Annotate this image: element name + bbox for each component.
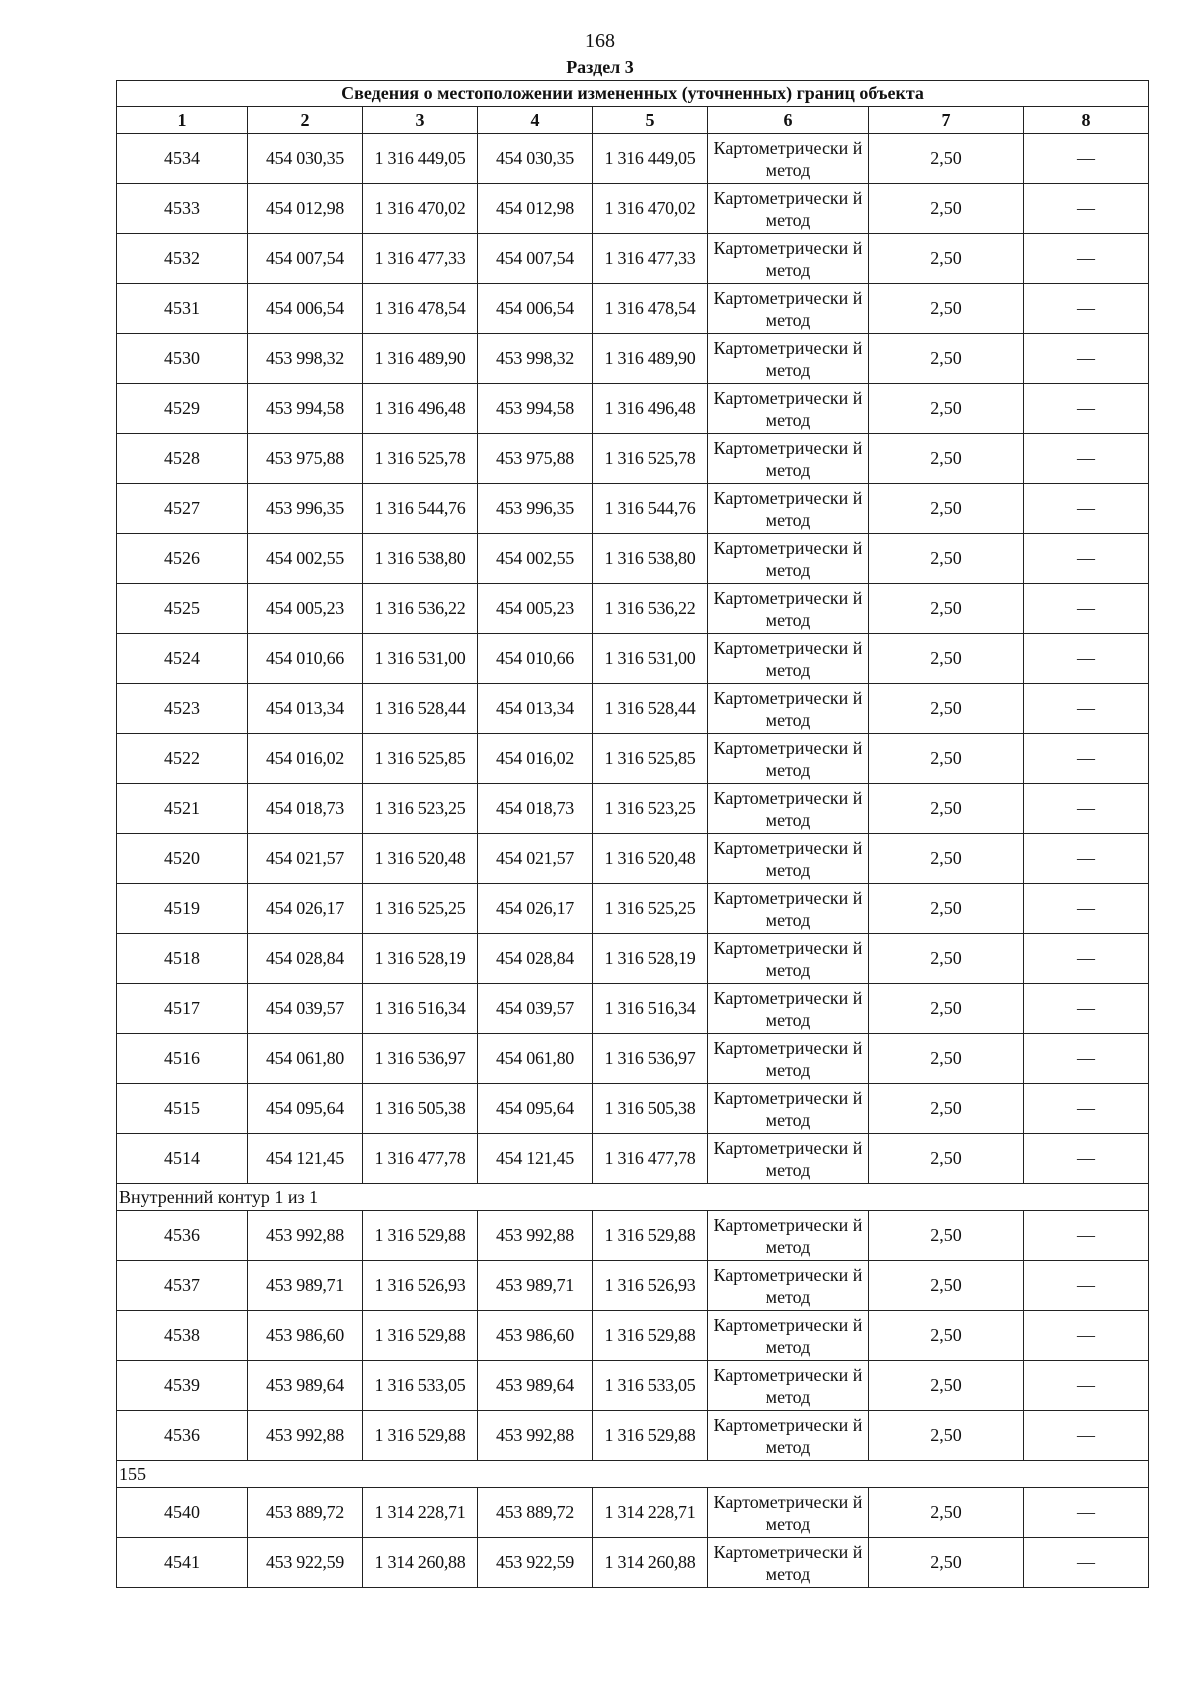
accuracy-cell: 2,50 — [869, 484, 1024, 534]
accuracy-cell: 2,50 — [869, 384, 1024, 434]
method-cell: Картометрически й метод — [708, 934, 869, 984]
description-cell: — — [1024, 1134, 1149, 1184]
point-number-cell: 4531 — [117, 284, 248, 334]
point-number-cell: 4530 — [117, 334, 248, 384]
y-old-cell: 1 316 536,22 — [363, 584, 478, 634]
table-row — [117, 834, 1149, 884]
accuracy-cell: 2,50 — [869, 984, 1024, 1034]
table-row — [117, 1034, 1149, 1084]
accuracy-cell: 2,50 — [869, 884, 1024, 934]
point-number-cell: 4519 — [117, 884, 248, 934]
method-cell: Картометрически й метод — [708, 434, 869, 484]
x-new-cell: 454 010,66 — [478, 634, 593, 684]
y-old-cell: 1 316 496,48 — [363, 384, 478, 434]
x-old-cell: 453 889,72 — [248, 1488, 363, 1538]
section-title: Раздел 3 — [566, 57, 634, 77]
x-new-cell: 453 889,72 — [478, 1488, 593, 1538]
method-cell: Картометрически й метод — [708, 384, 869, 434]
y-new-cell: 1 316 529,88 — [593, 1411, 708, 1461]
x-new-cell: 453 922,59 — [478, 1538, 593, 1588]
column-number-header: 4 — [478, 107, 593, 134]
y-new-cell: 1 316 525,85 — [593, 734, 708, 784]
method-cell: Картометрически й метод — [708, 534, 869, 584]
table-row — [117, 134, 1149, 184]
table-row — [117, 534, 1149, 584]
x-new-cell: 454 018,73 — [478, 784, 593, 834]
x-new-cell: 454 016,02 — [478, 734, 593, 784]
table-row — [117, 1311, 1149, 1361]
x-old-cell: 453 975,88 — [248, 434, 363, 484]
x-new-cell: 454 005,23 — [478, 584, 593, 634]
method-cell: Картометрически й метод — [708, 1488, 869, 1538]
accuracy-cell: 2,50 — [869, 534, 1024, 584]
table-row — [117, 1084, 1149, 1134]
y-new-cell: 1 316 529,88 — [593, 1311, 708, 1361]
table-row — [117, 734, 1149, 784]
accuracy-cell: 2,50 — [869, 1488, 1024, 1538]
description-cell: — — [1024, 784, 1149, 834]
accuracy-cell: 2,50 — [869, 1084, 1024, 1134]
table-row — [117, 284, 1149, 334]
table-row — [117, 184, 1149, 234]
y-old-cell: 1 316 523,25 — [363, 784, 478, 834]
x-new-cell: 454 121,45 — [478, 1134, 593, 1184]
point-number-cell: 4522 — [117, 734, 248, 784]
table-body — [117, 134, 1149, 1588]
method-cell: Картометрически й метод — [708, 884, 869, 934]
accuracy-cell: 2,50 — [869, 684, 1024, 734]
method-cell: Картометрически й метод — [708, 984, 869, 1034]
method-cell: Картометрически й метод — [708, 1411, 869, 1461]
description-cell: — — [1024, 184, 1149, 234]
point-number-cell: 4514 — [117, 1134, 248, 1184]
x-old-cell: 454 010,66 — [248, 634, 363, 684]
point-number-cell: 4528 — [117, 434, 248, 484]
description-cell: — — [1024, 934, 1149, 984]
point-number-cell: 4539 — [117, 1361, 248, 1411]
method-cell: Картометрически й метод — [708, 134, 869, 184]
column-number-header: 3 — [363, 107, 478, 134]
table-row — [117, 1261, 1149, 1311]
x-new-cell: 454 028,84 — [478, 934, 593, 984]
description-cell: — — [1024, 234, 1149, 284]
x-old-cell: 453 986,60 — [248, 1311, 363, 1361]
method-cell: Картометрически й метод — [708, 1311, 869, 1361]
point-number-cell: 4525 — [117, 584, 248, 634]
y-old-cell: 1 316 505,38 — [363, 1084, 478, 1134]
y-new-cell: 1 316 538,80 — [593, 534, 708, 584]
x-new-cell: 454 002,55 — [478, 534, 593, 584]
x-old-cell: 454 095,64 — [248, 1084, 363, 1134]
table-row — [117, 634, 1149, 684]
description-cell: — — [1024, 584, 1149, 634]
point-number-cell: 4527 — [117, 484, 248, 534]
x-old-cell: 454 002,55 — [248, 534, 363, 584]
description-cell: — — [1024, 1411, 1149, 1461]
x-old-cell: 454 028,84 — [248, 934, 363, 984]
group-label: 155 — [117, 1461, 1149, 1488]
description-cell: — — [1024, 1084, 1149, 1134]
x-new-cell: 454 012,98 — [478, 184, 593, 234]
y-new-cell: 1 316 477,33 — [593, 234, 708, 284]
x-new-cell: 453 996,35 — [478, 484, 593, 534]
description-cell: — — [1024, 1361, 1149, 1411]
method-cell: Картометрически й метод — [708, 334, 869, 384]
x-old-cell: 454 007,54 — [248, 234, 363, 284]
table-caption: Сведения о местоположении измененных (уточненных) границ объекта — [117, 81, 1149, 107]
table-row — [117, 1538, 1149, 1588]
description-cell: — — [1024, 1311, 1149, 1361]
accuracy-cell: 2,50 — [869, 734, 1024, 784]
y-new-cell: 1 316 505,38 — [593, 1084, 708, 1134]
y-new-cell: 1 316 496,48 — [593, 384, 708, 434]
table-row — [117, 1411, 1149, 1461]
method-cell: Картометрически й метод — [708, 584, 869, 634]
x-new-cell: 454 039,57 — [478, 984, 593, 1034]
y-old-cell: 1 316 477,78 — [363, 1134, 478, 1184]
method-cell: Картометрически й метод — [708, 684, 869, 734]
x-new-cell: 453 975,88 — [478, 434, 593, 484]
point-number-cell: 4532 — [117, 234, 248, 284]
y-old-cell: 1 316 529,88 — [363, 1311, 478, 1361]
x-new-cell: 454 095,64 — [478, 1084, 593, 1134]
x-old-cell: 454 026,17 — [248, 884, 363, 934]
method-cell: Картометрически й метод — [708, 1261, 869, 1311]
accuracy-cell: 2,50 — [869, 934, 1024, 984]
point-number-cell: 4536 — [117, 1211, 248, 1261]
y-old-cell: 1 316 536,97 — [363, 1034, 478, 1084]
group-label: Внутренний контур 1 из 1 — [117, 1184, 1149, 1211]
point-number-cell: 4524 — [117, 634, 248, 684]
x-old-cell: 453 992,88 — [248, 1411, 363, 1461]
accuracy-cell: 2,50 — [869, 1034, 1024, 1084]
method-cell: Картометрически й метод — [708, 1084, 869, 1134]
column-number-row — [117, 107, 1149, 134]
x-new-cell: 453 992,88 — [478, 1411, 593, 1461]
method-cell: Картометрически й метод — [708, 1211, 869, 1261]
x-new-cell: 454 006,54 — [478, 284, 593, 334]
description-cell: — — [1024, 434, 1149, 484]
accuracy-cell: 2,50 — [869, 1134, 1024, 1184]
y-old-cell: 1 314 260,88 — [363, 1538, 478, 1588]
method-cell: Картометрически й метод — [708, 1538, 869, 1588]
method-cell: Картометрически й метод — [708, 484, 869, 534]
method-cell: Картометрически й метод — [708, 1361, 869, 1411]
x-old-cell: 453 998,32 — [248, 334, 363, 384]
y-old-cell: 1 316 528,44 — [363, 684, 478, 734]
y-new-cell: 1 316 536,97 — [593, 1034, 708, 1084]
description-cell: — — [1024, 484, 1149, 534]
accuracy-cell: 2,50 — [869, 634, 1024, 684]
description-cell: — — [1024, 684, 1149, 734]
point-number-cell: 4529 — [117, 384, 248, 434]
table-row — [117, 434, 1149, 484]
column-number-header: 6 — [708, 107, 869, 134]
x-new-cell: 454 021,57 — [478, 834, 593, 884]
point-number-cell: 4538 — [117, 1311, 248, 1361]
y-old-cell: 1 316 516,34 — [363, 984, 478, 1034]
description-cell: — — [1024, 1034, 1149, 1084]
point-number-cell: 4526 — [117, 534, 248, 584]
y-new-cell: 1 316 525,78 — [593, 434, 708, 484]
column-number-header: 7 — [869, 107, 1024, 134]
x-old-cell: 453 989,71 — [248, 1261, 363, 1311]
y-new-cell: 1 316 449,05 — [593, 134, 708, 184]
table-row — [117, 1211, 1149, 1261]
y-old-cell: 1 316 477,33 — [363, 234, 478, 284]
description-cell: — — [1024, 1261, 1149, 1311]
boundary-table — [116, 80, 1149, 1588]
method-cell: Картометрически й метод — [708, 834, 869, 884]
y-new-cell: 1 316 528,44 — [593, 684, 708, 734]
x-new-cell: 454 061,80 — [478, 1034, 593, 1084]
y-old-cell: 1 316 525,85 — [363, 734, 478, 784]
accuracy-cell: 2,50 — [869, 834, 1024, 884]
y-new-cell: 1 316 470,02 — [593, 184, 708, 234]
y-new-cell: 1 316 531,00 — [593, 634, 708, 684]
y-old-cell: 1 316 520,48 — [363, 834, 478, 884]
point-number-cell: 4536 — [117, 1411, 248, 1461]
x-old-cell: 453 989,64 — [248, 1361, 363, 1411]
point-number-cell: 4533 — [117, 184, 248, 234]
accuracy-cell: 2,50 — [869, 784, 1024, 834]
description-cell: — — [1024, 384, 1149, 434]
y-new-cell: 1 316 525,25 — [593, 884, 708, 934]
x-old-cell: 454 006,54 — [248, 284, 363, 334]
column-number-header: 1 — [117, 107, 248, 134]
description-cell: — — [1024, 1488, 1149, 1538]
method-cell: Картометрически й метод — [708, 234, 869, 284]
y-new-cell: 1 316 528,19 — [593, 934, 708, 984]
table-row — [117, 484, 1149, 534]
x-new-cell: 453 994,58 — [478, 384, 593, 434]
point-number-cell: 4534 — [117, 134, 248, 184]
table-row — [117, 584, 1149, 634]
table-row — [117, 684, 1149, 734]
y-old-cell: 1 316 449,05 — [363, 134, 478, 184]
x-new-cell: 453 989,64 — [478, 1361, 593, 1411]
accuracy-cell: 2,50 — [869, 1411, 1024, 1461]
method-cell: Картометрически й метод — [708, 284, 869, 334]
y-old-cell: 1 316 526,93 — [363, 1261, 478, 1311]
y-old-cell: 1 316 528,19 — [363, 934, 478, 984]
x-old-cell: 454 021,57 — [248, 834, 363, 884]
table-row — [117, 934, 1149, 984]
x-old-cell: 453 992,88 — [248, 1211, 363, 1261]
description-cell: — — [1024, 1211, 1149, 1261]
y-old-cell: 1 316 529,88 — [363, 1211, 478, 1261]
description-cell: — — [1024, 984, 1149, 1034]
y-old-cell: 1 316 525,25 — [363, 884, 478, 934]
accuracy-cell: 2,50 — [869, 1538, 1024, 1588]
x-new-cell: 454 013,34 — [478, 684, 593, 734]
y-old-cell: 1 316 489,90 — [363, 334, 478, 384]
accuracy-cell: 2,50 — [869, 134, 1024, 184]
x-new-cell: 454 030,35 — [478, 134, 593, 184]
accuracy-cell: 2,50 — [869, 1311, 1024, 1361]
column-number-header: 5 — [593, 107, 708, 134]
table-row — [117, 1488, 1149, 1538]
description-cell: — — [1024, 134, 1149, 184]
y-old-cell: 1 316 538,80 — [363, 534, 478, 584]
column-number-header: 8 — [1024, 107, 1149, 134]
method-cell: Картометрически й метод — [708, 1034, 869, 1084]
point-number-cell: 4515 — [117, 1084, 248, 1134]
group-row — [117, 1184, 1149, 1211]
x-new-cell: 454 007,54 — [478, 234, 593, 284]
table-row — [117, 1134, 1149, 1184]
point-number-cell: 4517 — [117, 984, 248, 1034]
method-cell: Картометрически й метод — [708, 184, 869, 234]
method-cell: Картометрически й метод — [708, 784, 869, 834]
accuracy-cell: 2,50 — [869, 584, 1024, 634]
point-number-cell: 4521 — [117, 784, 248, 834]
x-new-cell: 454 026,17 — [478, 884, 593, 934]
y-old-cell: 1 316 470,02 — [363, 184, 478, 234]
group-row — [117, 1461, 1149, 1488]
table-row — [117, 884, 1149, 934]
description-cell: — — [1024, 884, 1149, 934]
accuracy-cell: 2,50 — [869, 1361, 1024, 1411]
point-number-cell: 4537 — [117, 1261, 248, 1311]
x-old-cell: 454 018,73 — [248, 784, 363, 834]
y-new-cell: 1 316 544,76 — [593, 484, 708, 534]
y-old-cell: 1 316 531,00 — [363, 634, 478, 684]
point-number-cell: 4540 — [117, 1488, 248, 1538]
accuracy-cell: 2,50 — [869, 1261, 1024, 1311]
y-new-cell: 1 314 228,71 — [593, 1488, 708, 1538]
description-cell: — — [1024, 284, 1149, 334]
x-new-cell: 453 986,60 — [478, 1311, 593, 1361]
point-number-cell: 4541 — [117, 1538, 248, 1588]
y-new-cell: 1 316 478,54 — [593, 284, 708, 334]
x-old-cell: 454 005,23 — [248, 584, 363, 634]
y-new-cell: 1 316 489,90 — [593, 334, 708, 384]
table-row — [117, 984, 1149, 1034]
x-old-cell: 454 039,57 — [248, 984, 363, 1034]
y-new-cell: 1 316 536,22 — [593, 584, 708, 634]
description-cell: — — [1024, 734, 1149, 784]
point-number-cell: 4516 — [117, 1034, 248, 1084]
table-row — [117, 1361, 1149, 1411]
accuracy-cell: 2,50 — [869, 334, 1024, 384]
x-new-cell: 453 998,32 — [478, 334, 593, 384]
method-cell: Картометрически й метод — [708, 734, 869, 784]
y-old-cell: 1 316 525,78 — [363, 434, 478, 484]
method-cell: Картометрически й метод — [708, 634, 869, 684]
x-old-cell: 454 121,45 — [248, 1134, 363, 1184]
x-new-cell: 453 992,88 — [478, 1211, 593, 1261]
method-cell: Картометрически й метод — [708, 1134, 869, 1184]
y-new-cell: 1 316 529,88 — [593, 1211, 708, 1261]
table-row — [117, 334, 1149, 384]
x-old-cell: 453 922,59 — [248, 1538, 363, 1588]
y-new-cell: 1 316 516,34 — [593, 984, 708, 1034]
x-old-cell: 454 012,98 — [248, 184, 363, 234]
description-cell: — — [1024, 334, 1149, 384]
y-new-cell: 1 316 533,05 — [593, 1361, 708, 1411]
y-new-cell: 1 316 526,93 — [593, 1261, 708, 1311]
y-old-cell: 1 316 529,88 — [363, 1411, 478, 1461]
description-cell: — — [1024, 634, 1149, 684]
table-row — [117, 784, 1149, 834]
point-number-cell: 4518 — [117, 934, 248, 984]
accuracy-cell: 2,50 — [869, 284, 1024, 334]
description-cell: — — [1024, 534, 1149, 584]
y-old-cell: 1 316 544,76 — [363, 484, 478, 534]
y-old-cell: 1 316 533,05 — [363, 1361, 478, 1411]
x-old-cell: 454 030,35 — [248, 134, 363, 184]
y-old-cell: 1 316 478,54 — [363, 284, 478, 334]
y-new-cell: 1 316 523,25 — [593, 784, 708, 834]
x-new-cell: 453 989,71 — [478, 1261, 593, 1311]
page-number: 168 — [585, 30, 615, 52]
y-new-cell: 1 316 520,48 — [593, 834, 708, 884]
accuracy-cell: 2,50 — [869, 1211, 1024, 1261]
point-number-cell: 4523 — [117, 684, 248, 734]
x-old-cell: 453 994,58 — [248, 384, 363, 434]
x-old-cell: 454 013,34 — [248, 684, 363, 734]
accuracy-cell: 2,50 — [869, 184, 1024, 234]
y-new-cell: 1 314 260,88 — [593, 1538, 708, 1588]
accuracy-cell: 2,50 — [869, 434, 1024, 484]
x-old-cell: 454 061,80 — [248, 1034, 363, 1084]
description-cell: — — [1024, 834, 1149, 884]
y-new-cell: 1 316 477,78 — [593, 1134, 708, 1184]
table-row — [117, 384, 1149, 434]
x-old-cell: 454 016,02 — [248, 734, 363, 784]
column-number-header: 2 — [248, 107, 363, 134]
description-cell: — — [1024, 1538, 1149, 1588]
accuracy-cell: 2,50 — [869, 234, 1024, 284]
point-number-cell: 4520 — [117, 834, 248, 884]
x-old-cell: 453 996,35 — [248, 484, 363, 534]
y-old-cell: 1 314 228,71 — [363, 1488, 478, 1538]
table-row — [117, 234, 1149, 284]
